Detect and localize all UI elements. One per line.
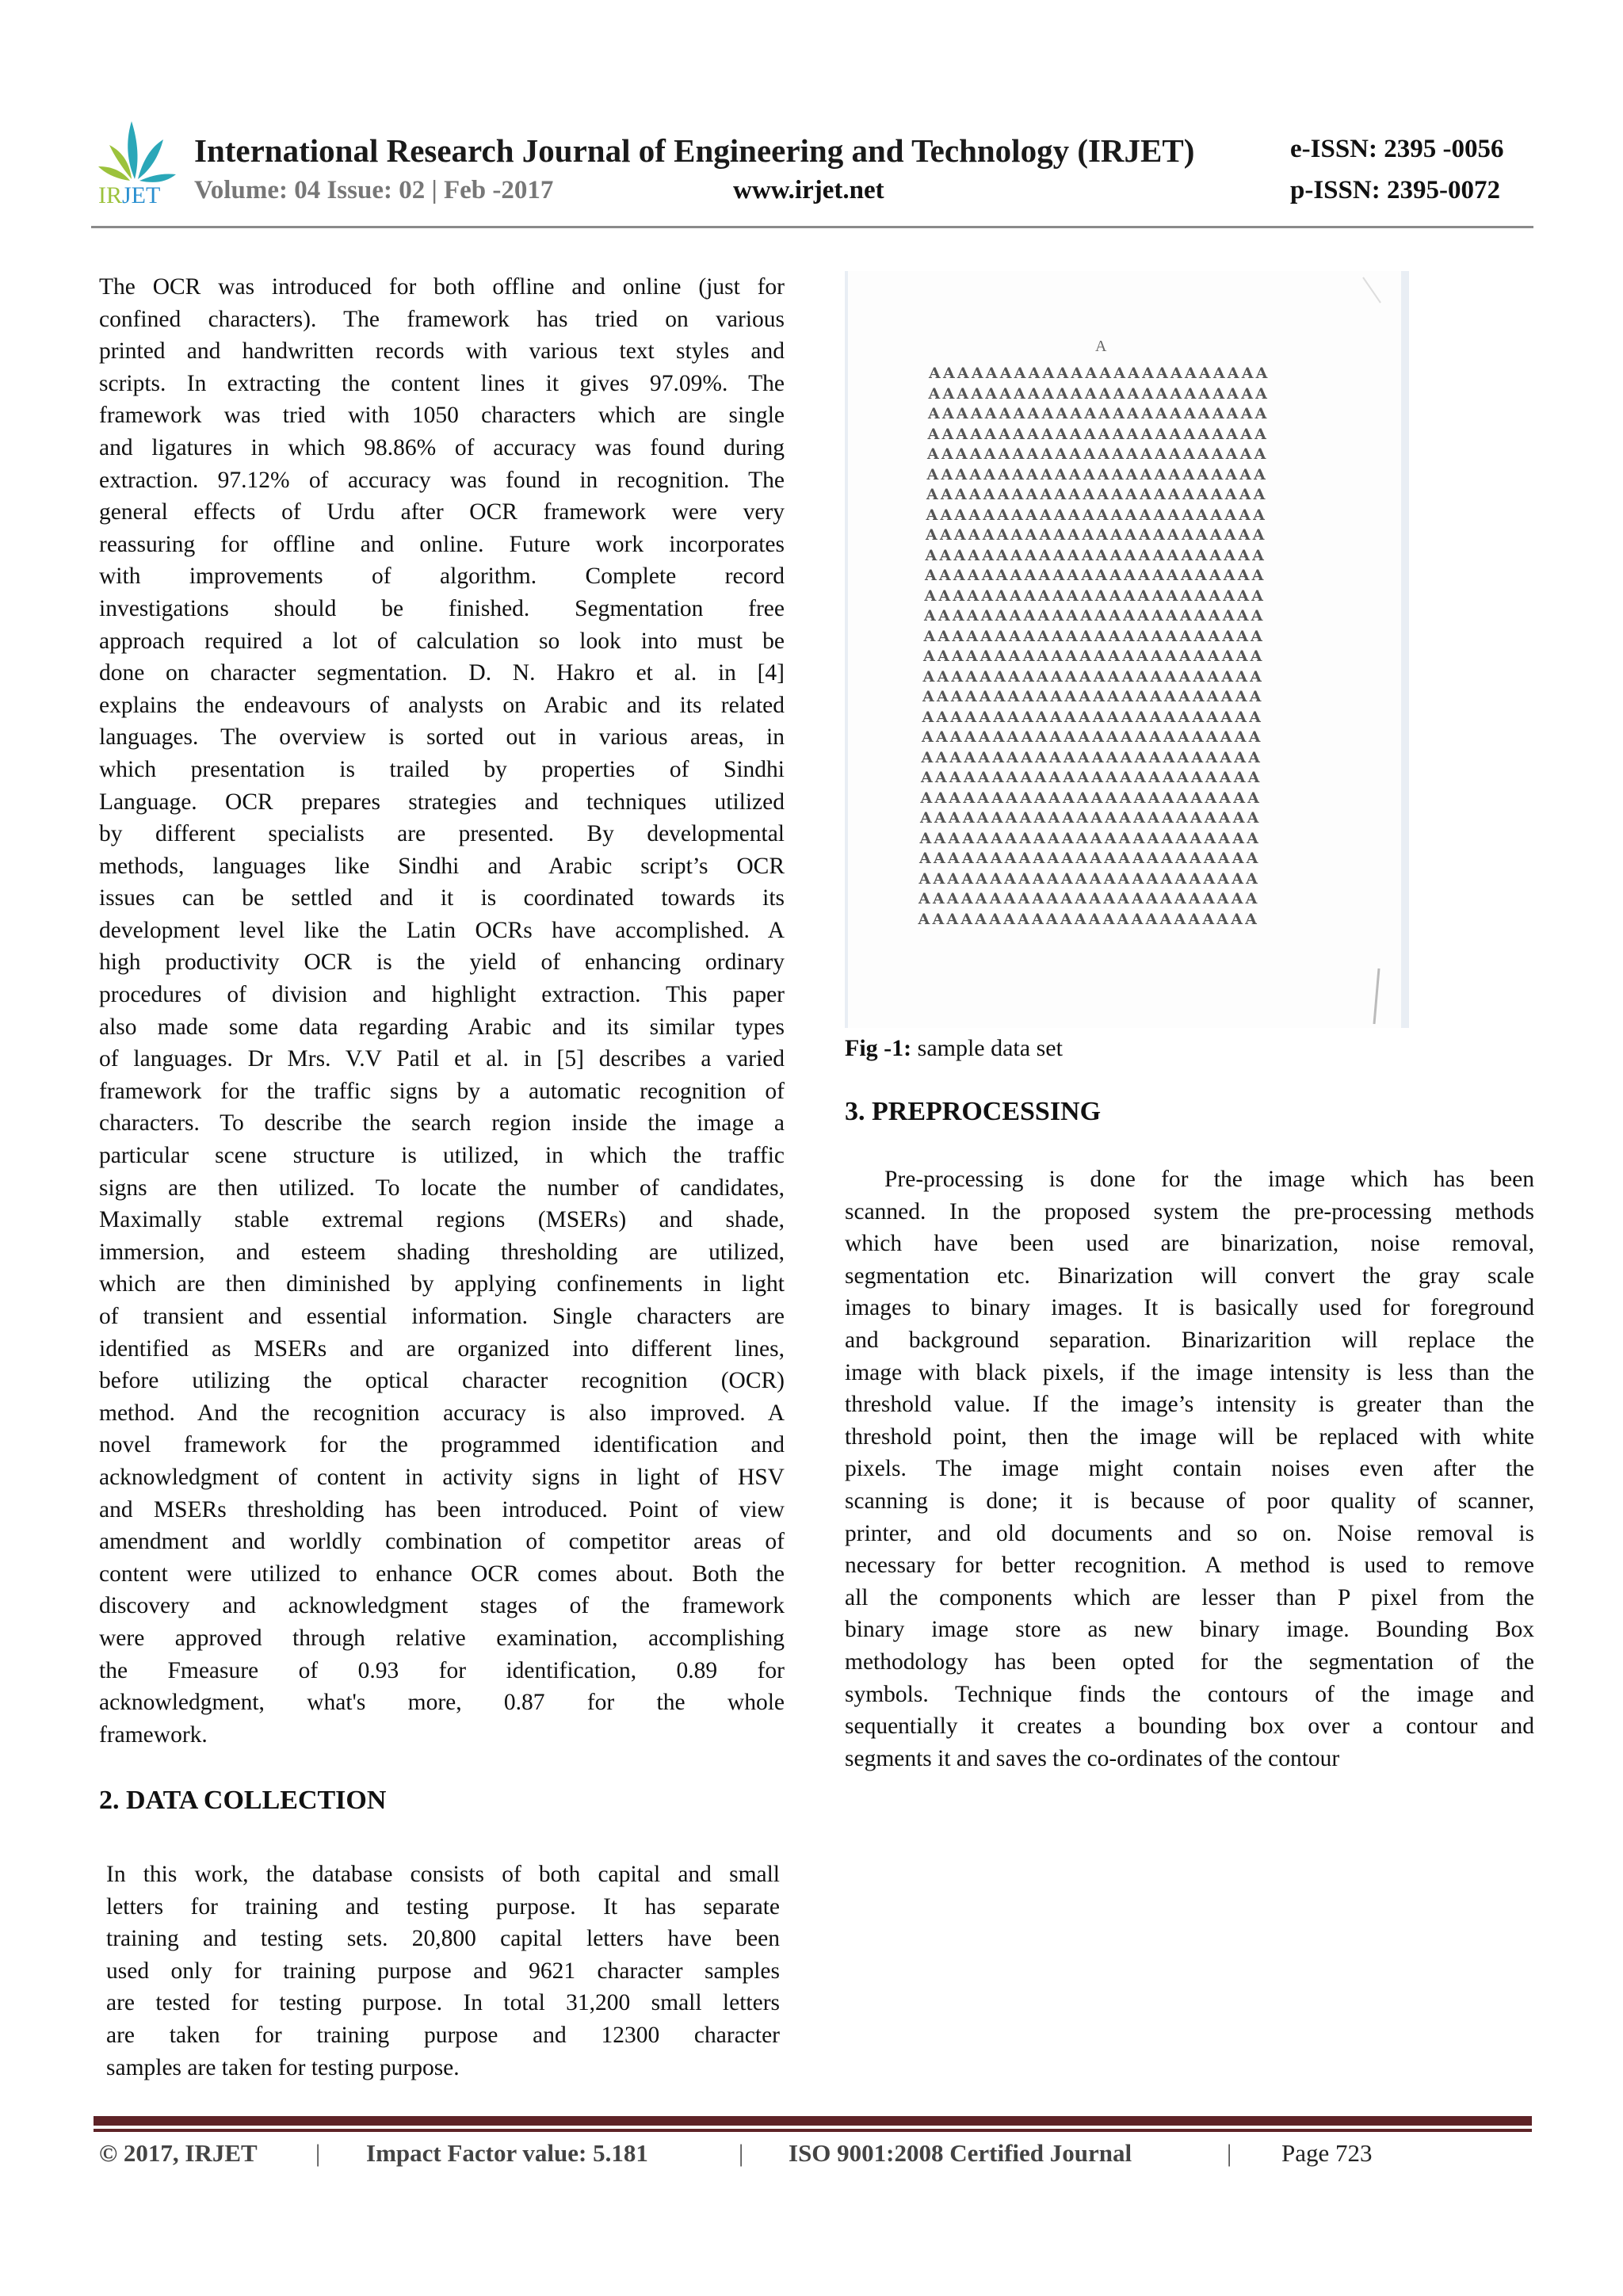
text-line: which presentation is trailed by properties of Sindhi bbox=[99, 756, 785, 782]
text-line: scanning is done; it is because of poor quality of scanner, bbox=[845, 1488, 1534, 1514]
text-line: novel framework for the programmed identification and bbox=[99, 1432, 785, 1458]
glyph-row: AAAAAAAAAAAAAAAAAAAAAAAA bbox=[918, 910, 1260, 928]
glyph-row: AAAAAAAAAAAAAAAAAAAAAAAA bbox=[922, 728, 1263, 746]
glyph-row: AAAAAAAAAAAAAAAAAAAAAAAA bbox=[921, 769, 1262, 786]
glyph-row: AAAAAAAAAAAAAAAAAAAAAAAA bbox=[923, 627, 1266, 645]
glyph-row: AAAAAAAAAAAAAAAAAAAAAAAA bbox=[918, 890, 1260, 907]
text-line: necessary for better recognition. A method is used to remove bbox=[845, 1553, 1534, 1579]
text-line: framework for the traffic signs by a automatic recognition of bbox=[99, 1078, 785, 1104]
preprocessing-paragraph bbox=[845, 1163, 1534, 1775]
glyph-row: AAAAAAAAAAAAAAAAAAAAAAAA bbox=[926, 486, 1268, 503]
text-line: languages. The overview is sorted out in various areas, in bbox=[99, 724, 785, 751]
data-collection-paragraph bbox=[106, 1859, 780, 2084]
text-line: approach required a lot of calculation so look into must be bbox=[99, 628, 785, 654]
text-line: amendment and worldly combination of competitor areas of bbox=[99, 1529, 785, 1555]
section-heading-preprocessing: 3. PREPROCESSING bbox=[845, 1097, 1102, 1126]
text-line: done on character segmentation. D. N. Hakro et al. in [4] bbox=[99, 660, 785, 686]
footer-copyright: © 2017, IRJET bbox=[99, 2139, 258, 2167]
text-line: method. And the recognition accuracy is also improved. A bbox=[99, 1400, 785, 1426]
text-line: acknowledgment of content in activity signs in light of HSV bbox=[99, 1464, 785, 1490]
website-link[interactable]: www.irjet.net bbox=[733, 176, 884, 204]
text-line: samples are taken for testing purpose. bbox=[106, 2054, 460, 2080]
text-line: and ligatures in which 98.86% of accuracy was found during bbox=[99, 434, 785, 460]
text-line: scanned. In the proposed system the pre-processing methods bbox=[845, 1198, 1534, 1224]
text-line: threshold point, then the image will be replaced with white bbox=[845, 1423, 1534, 1450]
p-issn: p-ISSN: 2395-0072 bbox=[1290, 176, 1500, 204]
text-line: methods, languages like Sindhi and Arabic script’s OCR bbox=[99, 853, 785, 879]
glyph-row: AAAAAAAAAAAAAAAAAAAAAAAA bbox=[924, 586, 1266, 605]
text-line: framework. bbox=[99, 1721, 208, 1748]
text-line: segmentation etc. Binarization will convert the gray scale bbox=[845, 1263, 1534, 1289]
text-line: sequentially it creates a bounding box over a contour and bbox=[845, 1713, 1534, 1740]
text-line: The OCR was introduced for both offline and online (just for bbox=[99, 274, 785, 300]
text-line: which are then diminished by applying confinements in light bbox=[99, 1271, 785, 1297]
journal-title: International Research Journal of Engineering and Technology (IRJET) bbox=[194, 132, 1195, 169]
text-line: and MSERs thresholding has been introduced. Point of view bbox=[99, 1496, 785, 1522]
e-issn: e-ISSN: 2395 -0056 bbox=[1290, 135, 1504, 163]
text-line: characters. To describe the search region inside the image a bbox=[99, 1110, 785, 1137]
volume-issue: Volume: 04 Issue: 02 | Feb -2017 bbox=[194, 176, 554, 204]
text-line: are tested for testing purpose. In total 31,200 small letters bbox=[106, 1990, 780, 2016]
text-line: signs are then utilized. To locate the number of candidates, bbox=[99, 1175, 785, 1201]
glyph-row: AAAAAAAAAAAAAAAAAAAAAAAA bbox=[922, 708, 1264, 726]
glyph-row: AAAAAAAAAAAAAAAAAAAAAAAA bbox=[918, 869, 1261, 888]
text-line: of languages. Dr Mrs. V.V Patil et al. in [5] describes a varied bbox=[99, 1046, 785, 1072]
glyph-row: AAAAAAAAAAAAAAAAAAAAAAAA bbox=[927, 425, 1270, 443]
text-line: high productivity OCR is the yield of enhancing ordinary bbox=[99, 949, 785, 976]
text-line: discovery and acknowledgment stages of the framework bbox=[99, 1593, 785, 1619]
footer-impact-factor: Impact Factor value: 5.181 bbox=[366, 2139, 648, 2167]
text-line: binary image store as new binary image. Bounding Box bbox=[845, 1617, 1534, 1643]
text-line: immersion, and esteem shading thresholding are utilized, bbox=[99, 1239, 785, 1265]
text-line: the Fmeasure of 0.93 for identification, 0.89 for bbox=[99, 1657, 785, 1683]
glyph-row: AAAAAAAAAAAAAAAAAAAAAAAA bbox=[928, 405, 1270, 422]
figure-letter-label: A bbox=[1095, 338, 1107, 355]
text-line: identified as MSERs and are organized into different lines, bbox=[99, 1335, 785, 1362]
intro-paragraph bbox=[99, 271, 785, 1751]
section-heading-data-collection: 2. DATA COLLECTION bbox=[99, 1786, 387, 1815]
text-line: and background separation. Binarizarition will replace the bbox=[845, 1327, 1534, 1353]
footer-page-number: Page 723 bbox=[1281, 2139, 1373, 2167]
text-line: symbols. Technique finds the contours of the image and bbox=[845, 1681, 1534, 1707]
text-line: of transient and essential information. Single characters are bbox=[99, 1304, 785, 1329]
glyph-row: AAAAAAAAAAAAAAAAAAAAAAAA bbox=[920, 809, 1262, 827]
glyph-row: AAAAAAAAAAAAAAAAAAAAAAAA bbox=[926, 506, 1268, 524]
footer-rule-thin bbox=[94, 2129, 1532, 2132]
text-line: methodology has been opted for the segmentation of the bbox=[845, 1648, 1534, 1675]
text-line: letters for training and testing purpose. It has separate bbox=[106, 1893, 780, 1920]
text-line: development level like the Latin OCRs have accomplished. A bbox=[99, 917, 785, 943]
footer-iso: ISO 9001:2008 Certified Journal bbox=[789, 2139, 1132, 2167]
text-line: Maximally stable extremal regions (MSERs) and shade, bbox=[99, 1207, 785, 1233]
logo-text: IRJET bbox=[98, 182, 161, 208]
text-line: issues can be settled and it is coordinated towards its bbox=[99, 885, 785, 911]
text-line: image with black pixels, if the image intensity is less than the bbox=[845, 1359, 1534, 1385]
text-line: pixels. The image might contain noises even after the bbox=[845, 1456, 1534, 1482]
text-line: extraction. 97.12% of accuracy was found in recognition. The bbox=[99, 467, 785, 493]
glyph-row: AAAAAAAAAAAAAAAAAAAAAAAA bbox=[919, 829, 1262, 847]
text-line: are taken for training purpose and 12300 character bbox=[106, 2022, 780, 2048]
footer-separator: | bbox=[739, 2139, 744, 2167]
text-line: confined characters). The framework has tried on various bbox=[99, 306, 785, 332]
text-line: images to binary images. It is basically used for foreground bbox=[845, 1295, 1534, 1321]
text-line: investigations should be finished. Segmentation free bbox=[99, 595, 785, 621]
glyph-row: AAAAAAAAAAAAAAAAAAAAAAAA bbox=[927, 445, 1269, 463]
figure-caption-label: Fig -1: bbox=[845, 1035, 912, 1061]
glyph-row: AAAAAAAAAAAAAAAAAAAAAAAA bbox=[919, 850, 1261, 867]
header-divider bbox=[91, 226, 1533, 228]
glyph-row: AAAAAAAAAAAAAAAAAAAAAAAA bbox=[926, 526, 1267, 544]
text-line: used only for training purpose and 9621 character samples bbox=[106, 1958, 780, 1984]
footer-separator: | bbox=[1227, 2139, 1232, 2167]
text-line: before utilizing the optical character recognition (OCR) bbox=[99, 1368, 785, 1394]
glyph-row: AAAAAAAAAAAAAAAAAAAAAAAA bbox=[924, 607, 1266, 625]
text-line: In this work, the database consists of both capital and small bbox=[106, 1862, 780, 1887]
glyph-row: AAAAAAAAAAAAAAAAAAAAAAAA bbox=[926, 465, 1269, 483]
text-line: procedures of division and highlight extraction. This paper bbox=[99, 982, 785, 1008]
text-line: particular scene structure is utilized, in which the traffic bbox=[99, 1143, 785, 1169]
text-line: training and testing sets. 20,800 capital letters have been bbox=[106, 1926, 780, 1952]
text-line: which have been used are binarization, noise removal, bbox=[845, 1231, 1534, 1257]
text-line: were approved through relative examination, accomplishing bbox=[99, 1625, 785, 1651]
glyph-row: AAAAAAAAAAAAAAAAAAAAAAAA bbox=[920, 789, 1262, 807]
glyph-row: AAAAAAAAAAAAAAAAAAAAAAAA bbox=[921, 748, 1263, 766]
text-line: scripts. In extracting the content lines it gives 97.09%. The bbox=[99, 370, 785, 396]
text-line: threshold value. If the image’s intensity is greater than the bbox=[845, 1392, 1534, 1418]
glyph-row: AAAAAAAAAAAAAAAAAAAAAAAA bbox=[923, 648, 1265, 665]
text-line: with improvements of algorithm. Complete record bbox=[99, 563, 785, 590]
footer-rule-thick bbox=[94, 2116, 1532, 2126]
text-line: also made some data regarding Arabic and its similar types bbox=[99, 1014, 785, 1040]
text-line: by different specialists are presented. By developmental bbox=[99, 821, 785, 847]
text-line: reassuring for offline and online. Future work incorporates bbox=[99, 531, 785, 557]
scan-marks-icon bbox=[848, 271, 1401, 1028]
figure-caption bbox=[845, 1035, 1063, 1062]
text-line: all the components which are lesser than P pixel from the bbox=[845, 1584, 1534, 1610]
text-line: framework was tried with 1050 characters which are single bbox=[99, 403, 785, 429]
text-line: printer, and old documents and so on. Noise removal is bbox=[845, 1520, 1534, 1546]
glyph-row: AAAAAAAAAAAAAAAAAAAAAAAA bbox=[922, 688, 1264, 705]
text-line: printed and handwritten records with various text styles and bbox=[99, 338, 785, 365]
text-line: Language. OCR prepares strategies and techniques utilized bbox=[99, 789, 785, 815]
text-line: segments it and saves the co-ordinates of the contour bbox=[845, 1745, 1340, 1771]
text-line: Pre-processing is done for the image which has been bbox=[884, 1167, 1534, 1192]
footer-separator: | bbox=[315, 2139, 321, 2167]
irjet-logo bbox=[94, 117, 181, 212]
glyph-row: AAAAAAAAAAAAAAAAAAAAAAAA bbox=[922, 667, 1265, 686]
figure-caption-text: sample data set bbox=[911, 1035, 1063, 1061]
text-line: content were utilized to enhance OCR comes about. Both the bbox=[99, 1561, 785, 1587]
text-line: acknowledgment, what's more, 0.87 for the whole bbox=[99, 1690, 785, 1716]
glyph-row: AAAAAAAAAAAAAAAAAAAAAAAA bbox=[925, 546, 1267, 564]
sample-data-set-figure bbox=[845, 271, 1409, 1028]
glyph-row: AAAAAAAAAAAAAAAAAAAAAAAA bbox=[929, 365, 1270, 382]
text-line: explains the endeavours of analysts on Arabic and its related bbox=[99, 692, 785, 718]
glyph-row: AAAAAAAAAAAAAAAAAAAAAAAA bbox=[925, 567, 1266, 584]
text-line: general effects of Urdu after OCR framework were very bbox=[99, 499, 785, 525]
glyph-row: AAAAAAAAAAAAAAAAAAAAAAAA bbox=[928, 384, 1270, 403]
